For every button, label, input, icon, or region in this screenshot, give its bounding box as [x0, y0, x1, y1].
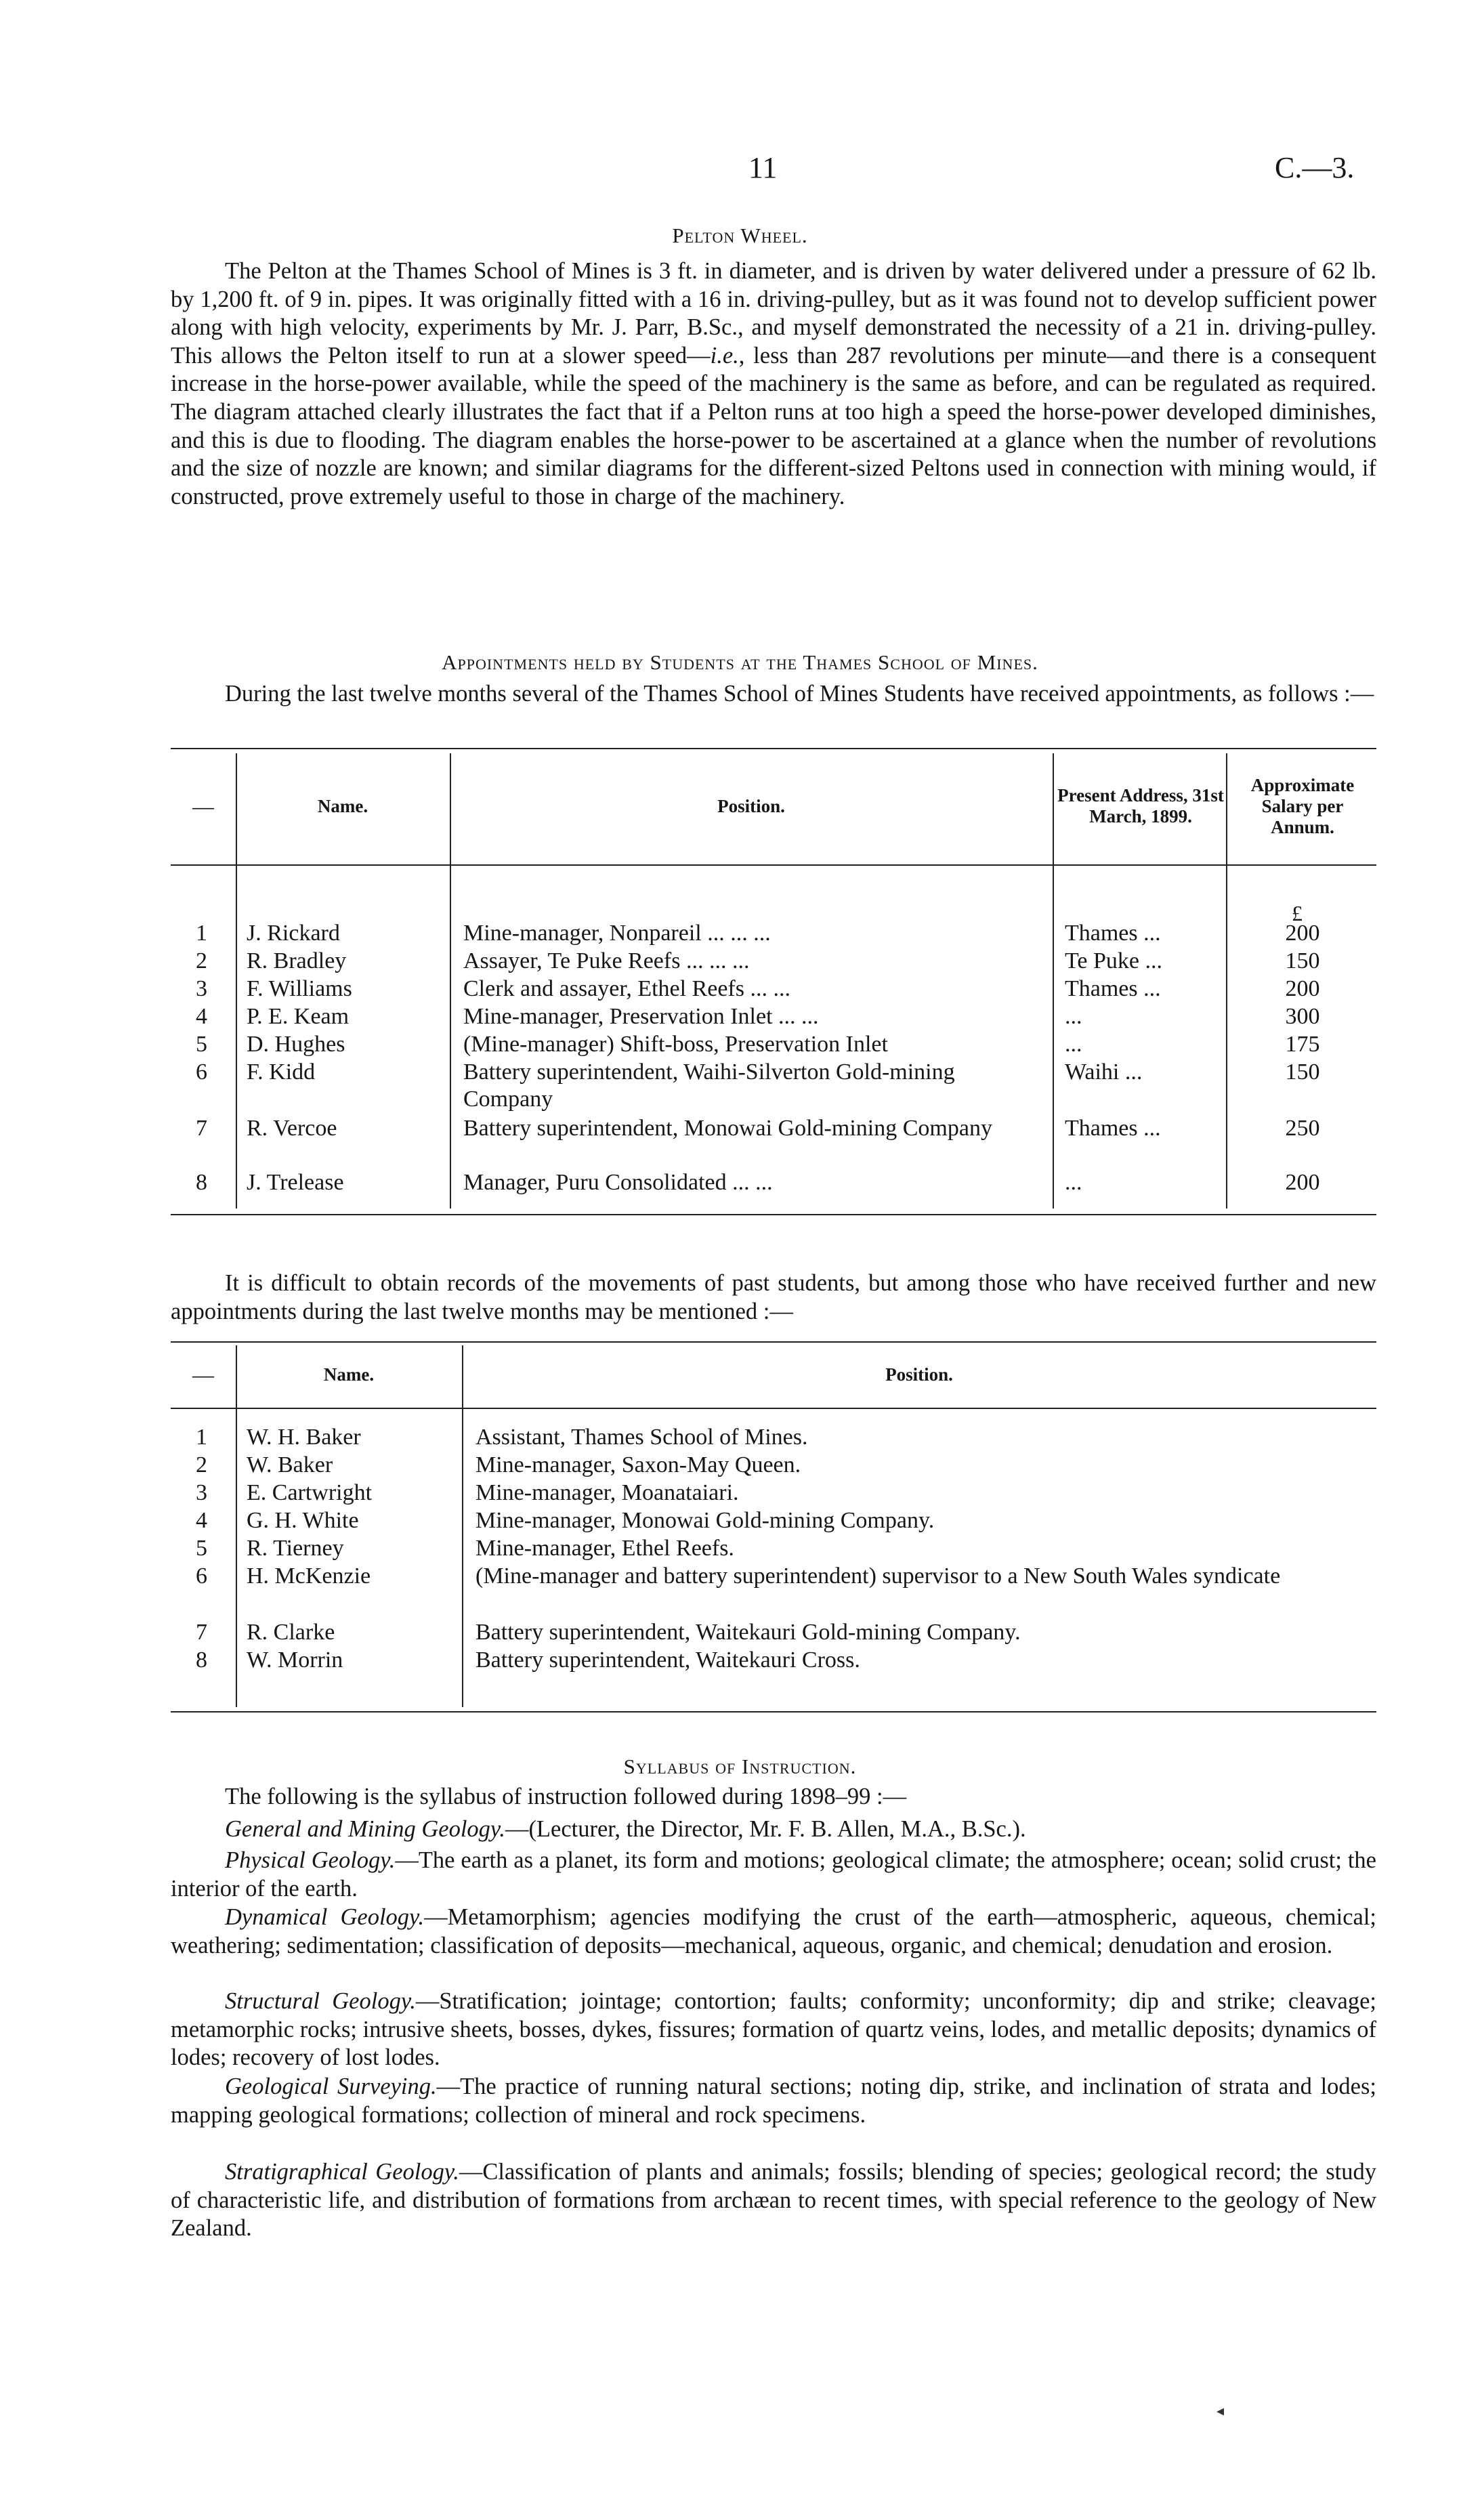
stratigraphical-text: —Classification of plants and animals; fossils; blending of species; geological record; the study of characteristic life, and distribution of formations from archæan to recent times, with special reference to the geology of New Zealand. — [171, 2159, 1376, 2242]
table2-header-dash: — — [192, 1362, 214, 1387]
header-salary: Approximate Salary per Annum. — [1250, 774, 1355, 837]
currency-symbol: £ — [1292, 901, 1303, 925]
table-rule-bottom — [171, 1214, 1376, 1215]
cell-position: Battery superintendent, Waihi-Silverton Gold-mining Company — [463, 1059, 955, 1112]
general-label: General and Mining Geology. — [225, 1816, 505, 1842]
cell-name: W. Baker — [247, 1452, 333, 1477]
cell-position: Mine-manager, Saxon-May Queen. — [475, 1452, 801, 1477]
cell-position: Mine-manager, Preservation Inlet ... ... — [463, 1004, 819, 1029]
past-students-intro: It is difficult to obtain records of the movements of past students, but among those who have received further and new appointments during the last twelve months may be mentioned :— — [171, 1270, 1376, 1324]
cell-name: R. Vercoe — [247, 1116, 337, 1141]
cell-address: ... — [1065, 1170, 1082, 1195]
cell-salary: 150 — [1285, 948, 1320, 973]
cell-num: 3 — [196, 976, 207, 1001]
cell-position: Manager, Puru Consolidated ... ... — [463, 1170, 773, 1195]
cell-position: Mine-manager, Ethel Reefs. — [475, 1536, 734, 1561]
cell-name: R. Clarke — [247, 1620, 335, 1645]
structural-label: Structural Geology. — [225, 1988, 416, 2014]
syllabus-heading: Syllabus of Instruction. — [623, 1755, 857, 1778]
cell-num: 1 — [196, 921, 207, 946]
cell-num: 2 — [196, 1452, 207, 1477]
cell-name: P. E. Keam — [247, 1004, 350, 1029]
pelton-text-1: The Pelton at the Thames School of Mines is 3 ft. in diameter, and is driven by water delivered under a pressure of 62 lb. by 1,200 ft. of 9 in. pipes. It was originally fitted with a 16 in. driving-pulley, but as it was found not to develop sufficient power along with high velocity, experiments by Mr. J. Parr, B.Sc., and myself demonstrated the necessity of a 21 in. driving-pulley. This allows the Pelton itself to run at a slower speed— — [171, 258, 1376, 369]
cell-address: Thames ... — [1065, 921, 1161, 946]
cell-salary: 175 — [1285, 1032, 1320, 1057]
table-col-divider — [1053, 753, 1054, 1209]
cell-position: Mine-manager, Nonpareil ... ... ... — [463, 921, 771, 946]
table2-rule-bottom — [171, 1711, 1376, 1713]
physical-label: Physical Geology. — [225, 1847, 396, 1873]
syllabus-physical — [171, 1847, 1376, 1903]
cell-salary: 200 — [1285, 976, 1320, 1001]
pelton-heading: Pelton Wheel. — [672, 224, 808, 247]
table2-rule-header — [171, 1408, 1376, 1409]
syllabus-dynamical — [171, 1904, 1376, 1960]
cell-num: 7 — [196, 1620, 207, 1645]
cell-num: 7 — [196, 1116, 207, 1141]
header-position: Position. — [717, 795, 785, 816]
cell-name: R. Bradley — [247, 948, 347, 973]
header-name: Name. — [317, 795, 368, 816]
cell-name: W. H. Baker — [247, 1425, 361, 1450]
syllabus-intro: The following is the syllabus of instruction followed during 1898–99 :— — [225, 1784, 907, 1809]
cell-name: F. Williams — [247, 976, 352, 1001]
cell-address: Thames ... — [1065, 976, 1161, 1001]
cell-position: Assistant, Thames School of Mines. — [475, 1425, 808, 1450]
cell-salary: 200 — [1285, 1170, 1320, 1195]
cell-name: W. Morrin — [247, 1647, 343, 1673]
table2-header-position: Position. — [885, 1364, 953, 1385]
cell-num: 1 — [196, 1425, 207, 1450]
pelton-text-2: , less than 287 revolutions per minute—and there is a consequent increase in the horse-power available, while the speed of the machinery is the same as before, and can be regulated as required. The diagram attached clearly illustrates the fact that if a Pelton runs at too high a speed the horse-power developed diminishes, and this is due to flooding. The diagram enables the horse-power to be ascertained at a glance when the number of revolutions and the size of nozzle are known; and similar diagrams for the different-sized Peltons used in connection with mining would, if constructed, prove extremely useful to those in charge of the machinery. — [171, 342, 1376, 509]
printer-mark: ◂ — [1217, 2402, 1225, 2419]
cell-num: 2 — [196, 948, 207, 973]
cell-num: 5 — [196, 1032, 207, 1057]
surveying-text: —The practice of running natural sections; noting dip, strike, and inclination of strata and lodes; mapping geological formations; collection of mineral and rock specimens. — [171, 2074, 1376, 2128]
cell-address: Thames ... — [1065, 1116, 1161, 1141]
cell-position: Mine-manager, Monowai Gold-mining Company. — [475, 1508, 935, 1533]
cell-num: 5 — [196, 1536, 207, 1561]
table2-header-name: Name. — [323, 1364, 375, 1385]
cell-salary: 200 — [1285, 921, 1320, 946]
cell-name: G. H. White — [247, 1508, 359, 1533]
appointments-intro: During the last twelve months several of the Thames School of Mines Students have received appointments, as follows :— — [225, 681, 1374, 707]
past-students-table — [171, 1341, 1376, 1727]
page-number: 11 — [748, 151, 778, 184]
cell-name: E. Cartwright — [247, 1480, 373, 1505]
cell-position: Assayer, Te Puke Reefs ... ... ... — [463, 948, 750, 973]
pelton-ie: i.e. — [710, 342, 739, 369]
dynamical-text: —Metamorphism; agencies modifying the crust of the earth—atmospheric, aqueous, chemical; weathering; sedimentation; classification of deposits—mechanical, aqueous, organic, and chemical; denudation and erosion. — [171, 1904, 1376, 1958]
cell-name: H. McKenzie — [247, 1563, 371, 1589]
dynamical-label: Dynamical Geology. — [225, 1904, 425, 1930]
cell-salary: 150 — [1285, 1059, 1320, 1085]
header-dash: — — [192, 793, 214, 818]
cell-num: 4 — [196, 1508, 207, 1533]
cell-name: J. Rickard — [247, 921, 340, 946]
stratigraphical-label: Stratigraphical Geology. — [225, 2159, 459, 2185]
cell-address: ... — [1065, 1004, 1082, 1029]
cell-address: ... — [1065, 1032, 1082, 1057]
pelton-paragraph — [171, 257, 1376, 511]
syllabus-stratigraphical — [171, 2158, 1376, 2243]
cell-position: (Mine-manager) Shift-boss, Preservation Inlet — [463, 1032, 888, 1057]
appointments-heading: Appointments held by Students at the Thames School of Mines. — [442, 650, 1038, 674]
table-col-divider — [1226, 753, 1227, 1209]
cell-num: 6 — [196, 1563, 207, 1589]
cell-position: (Mine-manager and battery superintendent) supervisor to a New South Wales syndicate — [475, 1563, 1281, 1589]
syllabus-surveying — [171, 2073, 1376, 2129]
cell-position: Clerk and assayer, Ethel Reefs ... ... — [463, 976, 790, 1001]
cell-position: Battery superintendent, Waitekauri Gold-mining Company. — [475, 1620, 1021, 1645]
cell-position: Mine-manager, Moanataiari. — [475, 1480, 739, 1505]
cell-num: 6 — [196, 1059, 207, 1085]
cell-name: R. Tierney — [247, 1536, 344, 1561]
cell-num: 3 — [196, 1480, 207, 1505]
cell-num: 8 — [196, 1170, 207, 1195]
header-address: Present Address, 31st March, 1899. — [1057, 785, 1224, 826]
general-text: —(Lecturer, the Director, Mr. F. B. Allen, M.A., B.Sc.). — [505, 1816, 1026, 1842]
structural-text: —Stratification; jointage; contortion; faults; conformity; unconformity; dip and strike; cleavage; metamorphic rocks; intrusive sheets, bosses, dykes, fissures; formation of quartz veins, lodes, and metallic deposits; dynamics of lodes; recovery of lost lodes. — [171, 1988, 1376, 2071]
appointments-table — [171, 748, 1376, 1215]
surveying-label: Geological Surveying. — [225, 2074, 437, 2099]
cell-name: F. Kidd — [247, 1059, 316, 1085]
cell-address: Te Puke ... — [1065, 948, 1162, 973]
cell-position: Battery superintendent, Monowai Gold-mining Company — [463, 1116, 992, 1141]
series-code: C.—3. — [1275, 151, 1355, 184]
page-header — [0, 150, 1480, 188]
cell-name: J. Trelease — [247, 1170, 344, 1195]
cell-salary: 250 — [1285, 1116, 1320, 1141]
syllabus-general — [171, 1815, 1376, 1844]
physical-text: —The earth as a planet, its form and motions; geological climate; the atmosphere; ocean; solid crust; the interior of the earth. — [171, 1847, 1376, 1902]
cell-num: 8 — [196, 1647, 207, 1673]
cell-num: 4 — [196, 1004, 207, 1029]
syllabus-structural — [171, 1988, 1376, 2072]
cell-salary: 300 — [1285, 1004, 1320, 1029]
cell-name: D. Hughes — [247, 1032, 345, 1057]
cell-position: Battery superintendent, Waitekauri Cross. — [475, 1647, 860, 1673]
table-rule-header — [171, 864, 1376, 866]
cell-address: Waihi ... — [1065, 1059, 1143, 1085]
